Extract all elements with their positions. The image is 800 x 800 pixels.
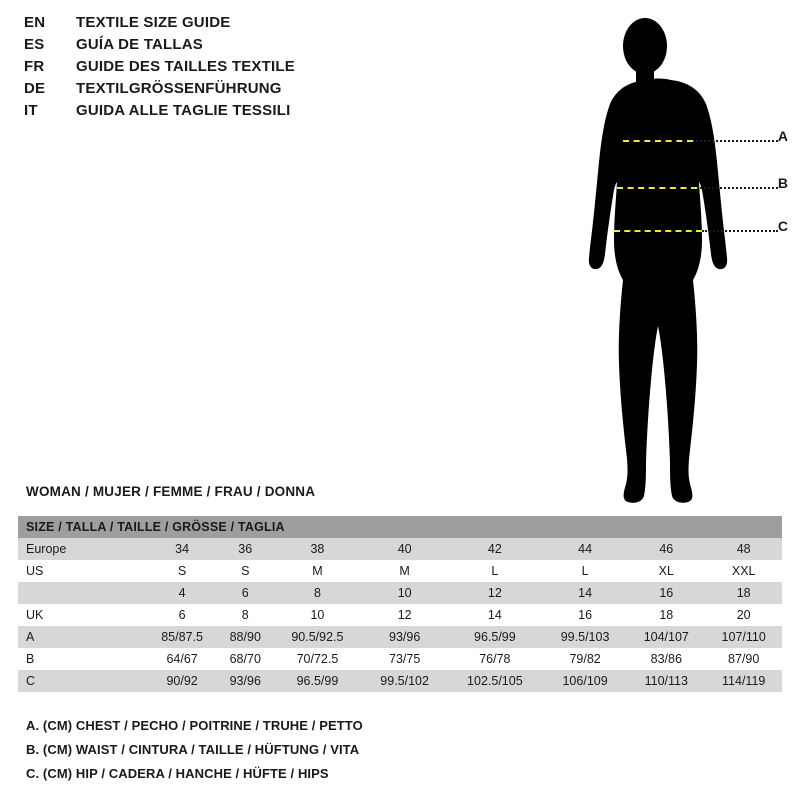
cell: 87/90 xyxy=(705,648,782,670)
cell: 83/86 xyxy=(627,648,705,670)
cell: 93/96 xyxy=(363,626,447,648)
row-label: B xyxy=(18,648,146,670)
cell: 6 xyxy=(146,604,218,626)
cell: 14 xyxy=(543,582,627,604)
title-lang-es: ES xyxy=(24,36,45,53)
cell: 99.5/103 xyxy=(543,626,627,648)
title-text-it: GUIDA ALLE TAGLIE TESSILI xyxy=(76,102,291,119)
title-row xyxy=(24,102,544,124)
cell: L xyxy=(543,560,627,582)
cell: 48 xyxy=(705,538,782,560)
measure-guide-b xyxy=(617,187,697,189)
row-label: US xyxy=(18,560,146,582)
table-header-row xyxy=(18,516,782,538)
cell: 10 xyxy=(363,582,447,604)
title-lang-en: EN xyxy=(24,14,46,31)
cell: M xyxy=(363,560,447,582)
cell: 18 xyxy=(627,604,705,626)
cell: 12 xyxy=(447,582,543,604)
row-label: C xyxy=(18,670,146,692)
cell: 70/72.5 xyxy=(272,648,362,670)
body-figure xyxy=(560,8,790,508)
cell: 40 xyxy=(363,538,447,560)
row-label: A xyxy=(18,626,146,648)
cell: 68/70 xyxy=(218,648,272,670)
cell: 99.5/102 xyxy=(363,670,447,692)
cell: 96.5/99 xyxy=(272,670,362,692)
row-label xyxy=(18,582,146,604)
cell: 114/119 xyxy=(705,670,782,692)
row-label: UK xyxy=(18,604,146,626)
cell: 85/87.5 xyxy=(146,626,218,648)
cell: L xyxy=(447,560,543,582)
legend-line-c: C. (CM) HIP / CADERA / HANCHE / HÜFTE / HIPS xyxy=(26,766,329,781)
section-title: WOMAN / MUJER / FEMME / FRAU / DONNA xyxy=(26,484,316,499)
cell: 8 xyxy=(218,604,272,626)
title-row xyxy=(24,36,544,58)
cell: 34 xyxy=(146,538,218,560)
cell: 93/96 xyxy=(218,670,272,692)
legend xyxy=(26,714,766,786)
table-row xyxy=(18,604,782,626)
table-row xyxy=(18,560,782,582)
table-row xyxy=(18,582,782,604)
measure-label-a: A xyxy=(777,128,788,144)
title-text-fr: GUIDE DES TAILLES TEXTILE xyxy=(76,58,295,75)
measure-row-a xyxy=(560,128,790,148)
title-row xyxy=(24,58,544,80)
cell: 38 xyxy=(272,538,362,560)
cell: 64/67 xyxy=(146,648,218,670)
table-row xyxy=(18,538,782,560)
legend-line-a: A. (CM) CHEST / PECHO / POITRINE / TRUHE / PETTO xyxy=(26,718,363,733)
title-lang-de: DE xyxy=(24,80,46,97)
cell: S xyxy=(218,560,272,582)
cell: 4 xyxy=(146,582,218,604)
cell: 76/78 xyxy=(447,648,543,670)
title-row xyxy=(24,14,544,36)
title-lang-fr: FR xyxy=(24,58,45,75)
measure-guide-a xyxy=(623,140,693,142)
measure-label-b: B xyxy=(777,175,788,191)
size-table xyxy=(18,516,782,692)
cell: 96.5/99 xyxy=(447,626,543,648)
table-row xyxy=(18,670,782,692)
cell: 16 xyxy=(543,604,627,626)
table-row xyxy=(18,648,782,670)
cell: XL xyxy=(627,560,705,582)
cell: 46 xyxy=(627,538,705,560)
title-text-de: TEXTILGRÖSSENFÜHRUNG xyxy=(76,80,282,97)
cell: 8 xyxy=(272,582,362,604)
cell: 79/82 xyxy=(543,648,627,670)
measure-row-b xyxy=(560,175,790,195)
cell: 110/113 xyxy=(627,670,705,692)
measure-guide-c xyxy=(614,230,702,232)
cell: 90/92 xyxy=(146,670,218,692)
measure-leader-b xyxy=(697,187,778,189)
measure-label-c: C xyxy=(777,218,788,234)
title-row xyxy=(24,80,544,102)
cell: 107/110 xyxy=(705,626,782,648)
table-row xyxy=(18,626,782,648)
measure-leader-a xyxy=(693,140,778,142)
female-silhouette-icon xyxy=(560,8,790,508)
measure-leader-c xyxy=(702,230,778,232)
cell: 16 xyxy=(627,582,705,604)
cell: 73/75 xyxy=(363,648,447,670)
cell: 88/90 xyxy=(218,626,272,648)
cell: 90.5/92.5 xyxy=(272,626,362,648)
title-block xyxy=(24,14,544,124)
legend-line-b: B. (CM) WAIST / CINTURA / TAILLE / HÜFTUNG / VITA xyxy=(26,742,360,757)
cell: 14 xyxy=(447,604,543,626)
cell: 6 xyxy=(218,582,272,604)
cell: 36 xyxy=(218,538,272,560)
cell: 10 xyxy=(272,604,362,626)
title-lang-it: IT xyxy=(24,102,38,119)
cell: M xyxy=(272,560,362,582)
cell: XXL xyxy=(705,560,782,582)
cell: S xyxy=(146,560,218,582)
cell: 12 xyxy=(363,604,447,626)
cell: 44 xyxy=(543,538,627,560)
measure-row-c xyxy=(560,218,790,238)
table-header-label: SIZE / TALLA / TAILLE / GRÖSSE / TAGLIA xyxy=(18,516,782,538)
cell: 104/107 xyxy=(627,626,705,648)
row-label: Europe xyxy=(18,538,146,560)
title-text-en: TEXTILE SIZE GUIDE xyxy=(76,14,231,31)
cell: 20 xyxy=(705,604,782,626)
cell: 18 xyxy=(705,582,782,604)
cell: 42 xyxy=(447,538,543,560)
cell: 102.5/105 xyxy=(447,670,543,692)
title-text-es: GUÍA DE TALLAS xyxy=(76,36,203,53)
cell: 106/109 xyxy=(543,670,627,692)
